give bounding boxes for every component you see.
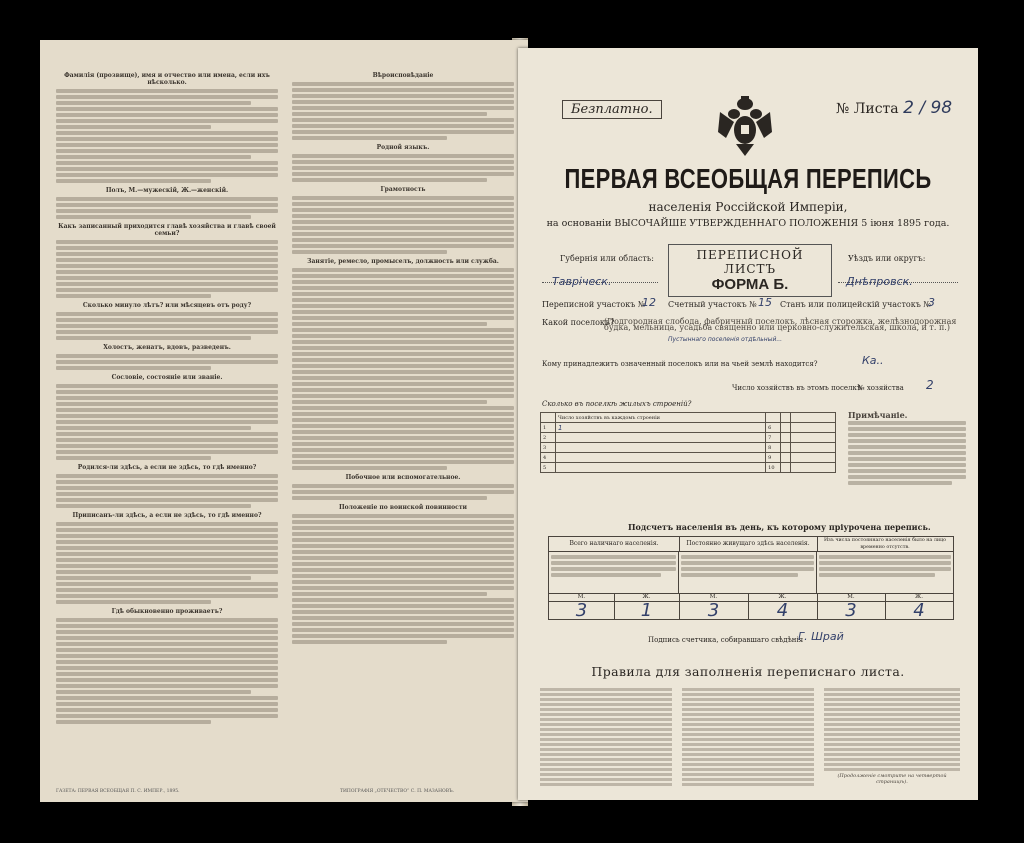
rules-title: Правила для заполненія переписнаго листа. <box>591 664 905 679</box>
buildings-row-number: 4 <box>541 453 556 463</box>
section-1-heading: Фамилія (прозвище), имя и отчество или имена, если ихъ нѣсколько. <box>64 72 270 86</box>
pop-header-present: Всего наличнаго населенія. <box>549 537 680 552</box>
pop-female-label: Ж. <box>614 593 680 602</box>
settlement-hint: (Подгородная слобода, фабричный поселокъ, лѣсная сторожка, желѣзнодорожная будка, мельница, усадьба священно или церковно-служительская, школа, и т. п.) <box>604 317 957 332</box>
pop-value-absent-male: 3 <box>817 601 886 620</box>
pop-value-present-male: 3 <box>549 601 615 620</box>
buildings-table-header: Число хозяйствъ въ каждомъ строеніи <box>556 413 766 423</box>
section-6-heading: Сословіе, состояніе или званіе. <box>111 374 223 381</box>
buildings-row-number: 7 <box>766 433 781 443</box>
owner-label: Кому принадлежитъ означенный поселокъ или на чьей землѣ находится? <box>542 360 818 368</box>
left-page-instructions <box>40 40 528 802</box>
pop-value-absent-female: 4 <box>885 601 953 620</box>
buildings-row-number: 2 <box>541 433 556 443</box>
form-legal-basis: на основаніи ВЫСОЧАЙШЕ УТВЕРЖДЕННАГО ПОЛОЖЕНІЯ 5 іюня 1895 года. <box>546 218 950 229</box>
census-area-value: 12 <box>642 296 656 309</box>
left-column-1 <box>56 68 278 780</box>
rules-continued-note: (Продолженіе смотрите на четвертой страницѣ). <box>837 773 947 785</box>
household-number-value: 2 <box>926 378 934 392</box>
pop-header-permanent: Постоянно живущаго здѣсь населенія. <box>679 537 818 552</box>
right-page-census-form <box>518 48 978 800</box>
note-block <box>848 412 966 487</box>
buildings-row-number: 6 <box>766 423 781 433</box>
province-value: Тавріческ. <box>552 275 612 288</box>
station-label: Станъ или полицейскій участокъ № <box>780 300 931 309</box>
pop-desc-absent <box>817 551 953 593</box>
pop-male-label: М. <box>817 593 886 602</box>
form-subtitle: населенія Россійской Имперіи, <box>648 200 848 214</box>
pop-female-label: Ж. <box>748 593 818 602</box>
buildings-row-number: 10 <box>766 463 781 473</box>
section-12-heading: Родной языкъ. <box>376 144 430 151</box>
section-9-heading: Гдѣ обыкновенно проживаетъ? <box>111 608 223 615</box>
buildings-table-header-2 <box>781 413 791 423</box>
buildings-row-number: 3 <box>541 443 556 453</box>
buildings-row-number: 5 <box>541 463 556 473</box>
left-column-2 <box>292 68 514 780</box>
sheet-number <box>836 98 952 118</box>
sheet-form-letter: ФОРМА Б. <box>711 276 789 293</box>
census-booklet <box>32 34 982 814</box>
rules-column-2 <box>682 686 814 788</box>
pop-desc-permanent <box>679 551 817 593</box>
district-label: Уѣздъ или округъ: <box>848 254 926 263</box>
rules-column-3 <box>824 686 960 785</box>
note-label: Примѣчаніе. <box>848 410 908 420</box>
station-value: 3 <box>928 296 935 309</box>
pop-value-permanent-female: 4 <box>748 601 818 620</box>
buildings-table <box>540 412 836 473</box>
buildings-row-number: 1 <box>541 423 556 433</box>
counting-area-value: 15 <box>758 296 772 309</box>
section-14-heading: Занятіе, ремесло, промыселъ, должность или служба. <box>307 258 499 265</box>
left-footer-imprint: ГАЗЕТА: ПЕРВАЯ ВСЕОБЩАЯ П. С. ИМПЕР., 1895. <box>56 789 180 794</box>
signature-label: Подпись счетчика, собиравшаго свѣдѣнія <box>648 636 804 644</box>
rules-column-1 <box>540 686 672 788</box>
district-value: Днѣпровск. <box>846 275 913 288</box>
district-field <box>838 270 958 288</box>
double-headed-eagle-emblem <box>716 94 774 158</box>
pop-value-permanent-male: 3 <box>679 601 749 620</box>
population-count-table <box>548 536 954 620</box>
pop-male-label: М. <box>679 593 749 602</box>
pop-desc-present <box>549 551 679 593</box>
buildings-row-number: 8 <box>766 443 781 453</box>
settlement-label: Какой поселокъ? <box>542 318 615 327</box>
province-label: Губернія или область: <box>560 254 654 263</box>
section-4-heading: Сколько минуло лѣтъ? или мѣсяцевъ отъ роду? <box>82 302 252 309</box>
province-field <box>542 270 658 288</box>
sheet-number-label: № Листа <box>836 101 899 117</box>
counting-area-label: Счетный участокъ № <box>668 300 757 309</box>
pop-value-present-female: 1 <box>614 601 680 620</box>
household-number-label: № хозяйства <box>858 384 904 392</box>
section-16-heading: Положеніе по воинской повинности <box>339 504 467 511</box>
buildings-label: Сколько въ поселкѣ жилыхъ строеній? <box>542 400 692 408</box>
census-area-label: Переписной участокъ № <box>542 300 646 309</box>
section-3-heading: Какъ записанный приходится главѣ хозяйства и главѣ своей семьи? <box>58 223 276 237</box>
pop-female-label: Ж. <box>885 593 953 602</box>
buildings-row-value: 1 <box>556 423 766 433</box>
left-footer-printer: ТИПОГРАФІЯ „ОТЕЧЕСТВО“ С. П. МАЗАНОВЪ. <box>340 789 455 794</box>
pop-header-absent: Изъ числа постояннаго населенія было на лицо временно отсутств. <box>817 537 953 552</box>
section-2-heading: Полъ, М.—мужескій, Ж.—женскій. <box>105 187 229 194</box>
settlement-handwritten: Пустыннаго поселенія отдѣльный... <box>668 336 783 343</box>
form-title: ПЕРВАЯ ВСЕОБЩАЯ ПЕРЕПИСЬ <box>564 162 932 194</box>
free-of-charge-label: Безплатно. <box>562 100 662 119</box>
section-5-heading: Холостъ, женатъ, вдовъ, разведенъ. <box>103 344 231 351</box>
buildings-row-number: 9 <box>766 453 781 463</box>
sheet-type-box <box>668 244 832 297</box>
section-13-heading: Грамотность <box>380 186 426 193</box>
pop-male-label: М. <box>549 593 615 602</box>
owner-value: Ка.. <box>862 354 884 367</box>
population-heading: Подсчетъ населенія въ день, къ которому пріурочена перепись. <box>628 522 931 532</box>
section-15-heading: Побочное или вспомогательное. <box>345 474 461 481</box>
sheet-type-title: ПЕРЕПИСНОЙ ЛИСТЪ <box>696 248 804 276</box>
section-11-heading: Вѣроисповѣданіе <box>372 72 434 79</box>
section-8-heading: Приписанъ-ли здѣсь, а если не здѣсь, то гдѣ именно? <box>72 512 262 519</box>
signature-value: Г. Шрай <box>798 630 844 643</box>
sheet-number-handwritten: 2 / 98 <box>903 98 953 118</box>
households-label: Число хозяйствъ въ этомъ поселкѣ <box>732 384 862 392</box>
section-7-heading: Родился-ли здѣсь, а если не здѣсь, то гдѣ именно? <box>77 464 257 471</box>
